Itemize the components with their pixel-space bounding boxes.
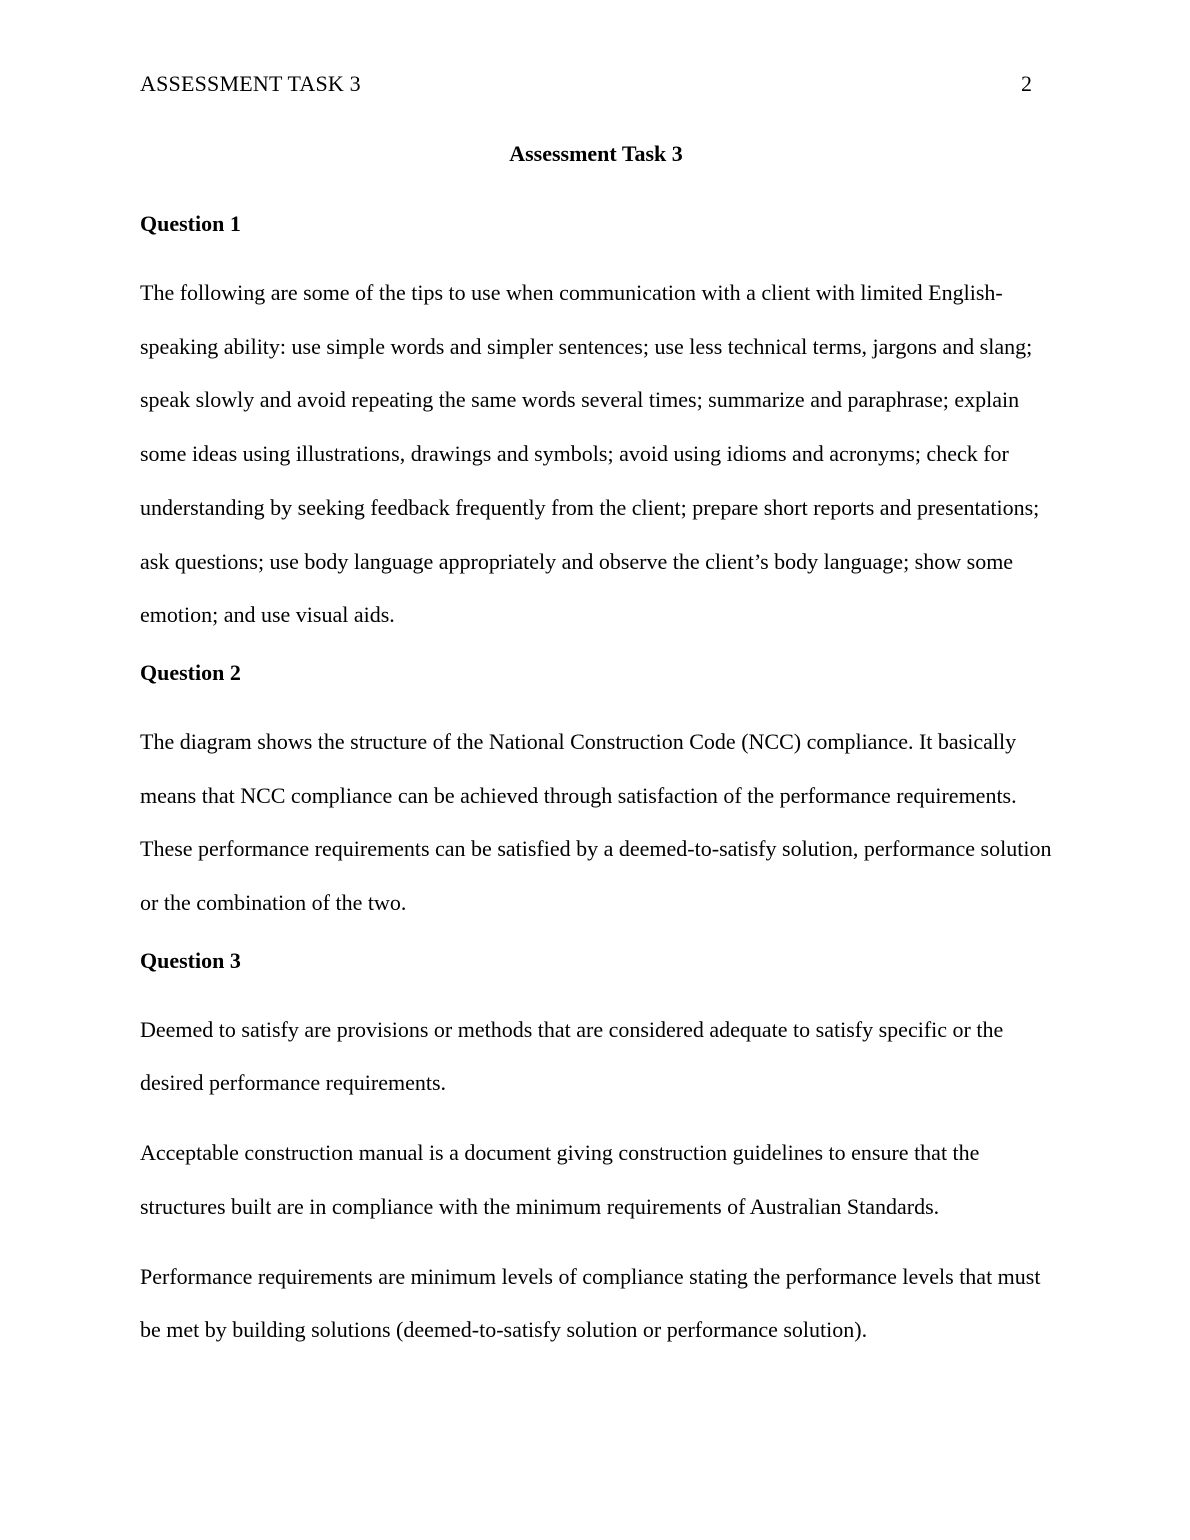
document-body — [140, 139, 1052, 1373]
page-number: 2 — [1021, 71, 1032, 96]
question-2-paragraph: The diagram shows the structure of the National Construction Code (NCC) compliance. It basically means that NCC compliance can be achieved through satisfaction of the performance requirements. These performance requirements can be satisfied by a deemed-to-satisfy solution, performance solution or the combination of the two. — [140, 728, 1052, 916]
question-3-heading: Question 3 — [140, 947, 241, 973]
question-3-paragraph-acceptable-construction-manual: Acceptable construction manual is a document giving construction guidelines to ensure that the structures built are in compliance with the minimum requirements of Australian Standards. — [140, 1140, 980, 1219]
question-1-section — [140, 209, 1052, 642]
running-head: ASSESSMENT TASK 3 — [140, 71, 361, 96]
question-1-paragraph: The following are some of the tips to use when communication with a client with limited English-speaking ability: use simple words and simpler sentences; use less technical terms, jargons and slang; speak slowly and avoid repeating the same words several times; summarize and paraphrase; explain some ideas using illustrations, drawings and symbols; avoid using idioms and acronyms; check for understanding by seeking feedback frequently from the client; prepare short reports and presentations; ask questions; use body language appropriately and observe the client’s body language; show some emotion; and use visual aids. — [140, 280, 1040, 628]
question-3-paragraph-deemed-to-satisfy: Deemed to satisfy are provisions or methods that are considered adequate to satisfy specific or the desired performance requirements. — [140, 1016, 1004, 1096]
question-2-section — [140, 658, 1052, 930]
question-3-paragraph-performance-requirements: Performance requirements are minimum levels of compliance stating the performance levels that must be met by building solutions (deemed-to-satisfy solution or performance solution). — [140, 1263, 1041, 1343]
question-3-section — [140, 946, 1052, 1357]
question-2-heading: Question 2 — [140, 659, 241, 685]
question-1-heading: Question 1 — [140, 211, 241, 236]
document-title: Assessment Task 3 — [509, 141, 683, 166]
